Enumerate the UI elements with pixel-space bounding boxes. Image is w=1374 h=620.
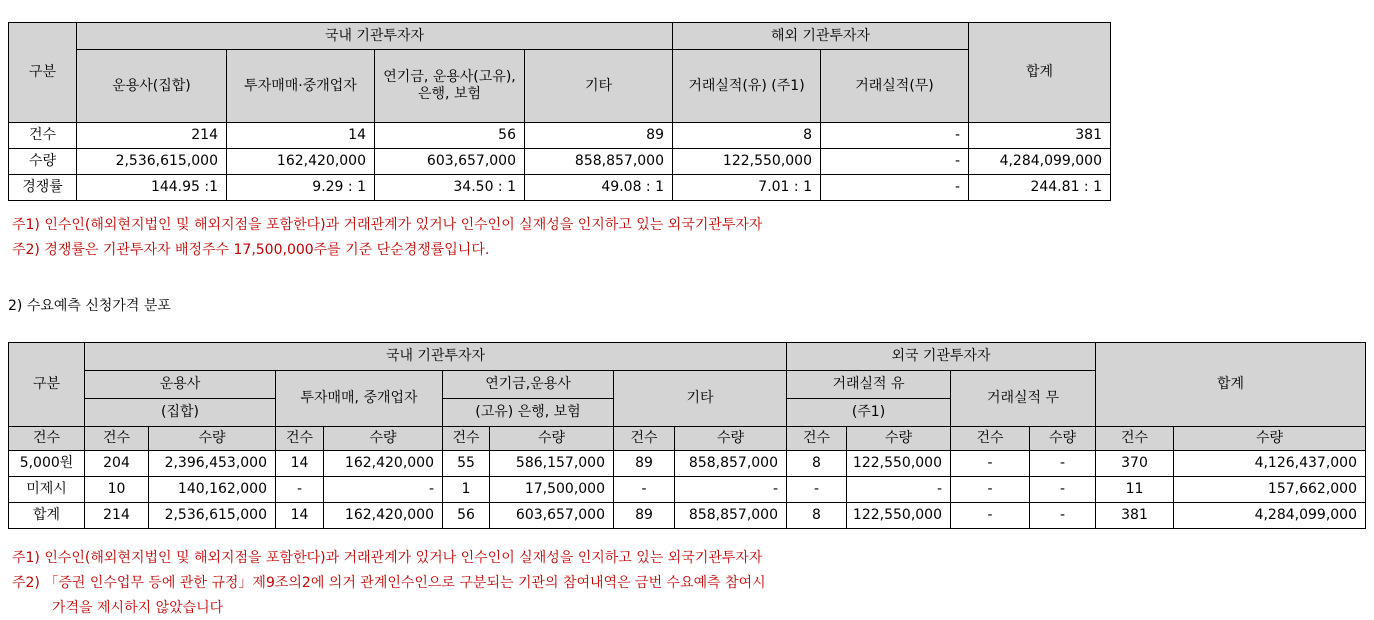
row-label: 5,000원 xyxy=(9,451,85,477)
cell: 214 xyxy=(85,503,149,529)
cell: 381 xyxy=(969,123,1111,149)
cell: - xyxy=(1030,477,1096,503)
cell: 8 xyxy=(787,503,847,529)
cell: 586,157,000 xyxy=(490,451,614,477)
cell: 2,536,615,000 xyxy=(77,149,227,175)
header-asset-manager: 운용사 xyxy=(85,371,276,399)
cell: 370 xyxy=(1096,451,1174,477)
header-sub: 거래실적(무) xyxy=(821,50,969,123)
cell: 9.29 : 1 xyxy=(227,175,375,201)
competition-table xyxy=(8,22,1111,201)
row-label: 수량 xyxy=(9,149,77,175)
header-gubun: 구분 xyxy=(9,23,77,123)
cell: 603,657,000 xyxy=(490,503,614,529)
cell: - xyxy=(821,123,969,149)
footnote-1b: 주1) 인수인(해외현지법인 및 해외지점을 포함한다)과 거래관계가 있거나 인수인이 실재성을 인지하고 있는 외국기관투자자 xyxy=(12,550,763,566)
header-sub: 거래실적(유) (주1) xyxy=(673,50,821,123)
header-gubun: 구분 xyxy=(9,343,85,427)
header-qty: 수량 xyxy=(490,427,614,451)
cell: 214 xyxy=(77,123,227,149)
header-sub: 기타 xyxy=(525,50,673,123)
cell: 157,662,000 xyxy=(1174,477,1366,503)
header-domestic: 국내 기관투자자 xyxy=(85,343,787,371)
header-total: 합계 xyxy=(1096,343,1366,427)
row-label: 건수 xyxy=(9,123,77,149)
header-foreign: 해외 기관투자자 xyxy=(673,23,969,50)
footnote-2: 주2) 경쟁률은 기관투자자 배정주수 17,500,000주를 기준 단순경쟁률입니다. xyxy=(12,242,490,258)
cell: - xyxy=(276,477,324,503)
row-label: 합계 xyxy=(9,503,85,529)
cell: 4,284,099,000 xyxy=(969,149,1111,175)
cell: 55 xyxy=(443,451,490,477)
cell: - xyxy=(787,477,847,503)
row-label: 미제시 xyxy=(9,477,85,503)
cell: 89 xyxy=(614,451,675,477)
cell: - xyxy=(951,451,1030,477)
cell: - xyxy=(614,477,675,503)
cell: 89 xyxy=(525,123,673,149)
header-count: 건수 xyxy=(9,427,85,451)
cell: 11 xyxy=(1096,477,1174,503)
cell: 56 xyxy=(443,503,490,529)
header-sub: 투자매매·중개업자 xyxy=(227,50,375,123)
cell: 122,550,000 xyxy=(673,149,821,175)
cell: - xyxy=(951,503,1030,529)
cell: 162,420,000 xyxy=(324,451,443,477)
cell: 4,284,099,000 xyxy=(1174,503,1366,529)
cell: - xyxy=(1030,503,1096,529)
header-trade-yes-sub: (주1) xyxy=(787,399,951,427)
cell: 2,536,615,000 xyxy=(149,503,276,529)
header-qty: 수량 xyxy=(149,427,276,451)
cell: 603,657,000 xyxy=(375,149,525,175)
cell: 8 xyxy=(787,451,847,477)
header-count: 건수 xyxy=(614,427,675,451)
header-count: 건수 xyxy=(787,427,847,451)
cell: 204 xyxy=(85,451,149,477)
header-pension-sub: (고유) 은행, 보험 xyxy=(443,399,614,427)
cell: 381 xyxy=(1096,503,1174,529)
cell: 1 xyxy=(443,477,490,503)
header-total: 합계 xyxy=(969,23,1111,123)
header-other: 기타 xyxy=(614,371,787,427)
cell: 2,396,453,000 xyxy=(149,451,276,477)
footnote-1: 주1) 인수인(해외현지법인 및 해외지점을 포함한다)과 거래관계가 있거나 인수인이 실재성을 인지하고 있는 외국기관투자자 xyxy=(12,217,763,233)
header-count: 건수 xyxy=(85,427,149,451)
header-count: 건수 xyxy=(443,427,490,451)
table-row xyxy=(9,503,1366,529)
cell: 244.81 : 1 xyxy=(969,175,1111,201)
cell: 17,500,000 xyxy=(490,477,614,503)
cell: 14 xyxy=(227,123,375,149)
cell: 14 xyxy=(276,503,324,529)
cell: 140,162,000 xyxy=(149,477,276,503)
table-row xyxy=(9,451,1366,477)
footnote-2b: 주2) 「증권 인수업무 등에 관한 규정」제9조의2에 의거 관계인수인으로 구분되는 기관의 참여내역은 금번 수요예측 참여시 xyxy=(12,575,766,591)
header-qty: 수량 xyxy=(324,427,443,451)
cell: 162,420,000 xyxy=(324,503,443,529)
header-count: 건수 xyxy=(951,427,1030,451)
table-row xyxy=(9,175,1111,201)
cell: 858,857,000 xyxy=(675,451,787,477)
header-broker: 투자매매, 중개업자 xyxy=(276,371,443,427)
header-sub: 운용사(집합) xyxy=(77,50,227,123)
cell: 122,550,000 xyxy=(847,451,951,477)
cell: 858,857,000 xyxy=(525,149,673,175)
header-asset-manager-sub: (집합) xyxy=(85,399,276,427)
cell: - xyxy=(821,175,969,201)
header-trade-yes: 거래실적 유 xyxy=(787,371,951,399)
cell: 122,550,000 xyxy=(847,503,951,529)
header-qty: 수량 xyxy=(1030,427,1096,451)
row-label: 경쟁률 xyxy=(9,175,77,201)
cell: - xyxy=(821,149,969,175)
cell: - xyxy=(324,477,443,503)
cell: - xyxy=(951,477,1030,503)
header-count: 건수 xyxy=(276,427,324,451)
cell: - xyxy=(675,477,787,503)
footnote-2b-cont: 가격을 제시하지 않았습니다 xyxy=(52,600,224,616)
cell: 56 xyxy=(375,123,525,149)
table-row xyxy=(9,149,1111,175)
cell: 49.08 : 1 xyxy=(525,175,673,201)
cell: 10 xyxy=(85,477,149,503)
cell: 34.50 : 1 xyxy=(375,175,525,201)
cell: 14 xyxy=(276,451,324,477)
cell: 4,126,437,000 xyxy=(1174,451,1366,477)
header-pension: 연기금,운용사 xyxy=(443,371,614,399)
header-sub: 연기금, 운용사(고유), 은행, 보험 xyxy=(375,50,525,123)
header-foreign: 외국 기관투자자 xyxy=(787,343,1096,371)
header-trade-no: 거래실적 무 xyxy=(951,371,1096,427)
cell: 858,857,000 xyxy=(675,503,787,529)
cell: 8 xyxy=(673,123,821,149)
cell: 162,420,000 xyxy=(227,149,375,175)
cell: 89 xyxy=(614,503,675,529)
header-qty: 수량 xyxy=(1174,427,1366,451)
price-distribution-table xyxy=(8,342,1366,529)
cell: 144.95 :1 xyxy=(77,175,227,201)
header-count: 건수 xyxy=(1096,427,1174,451)
header-qty: 수량 xyxy=(847,427,951,451)
cell: - xyxy=(1030,451,1096,477)
cell: - xyxy=(847,477,951,503)
table-row xyxy=(9,123,1111,149)
section-title: 2) 수요예측 신청가격 분포 xyxy=(8,298,171,314)
table-row xyxy=(9,477,1366,503)
header-qty: 수량 xyxy=(675,427,787,451)
cell: 7.01 : 1 xyxy=(673,175,821,201)
header-domestic: 국내 기관투자자 xyxy=(77,23,673,50)
